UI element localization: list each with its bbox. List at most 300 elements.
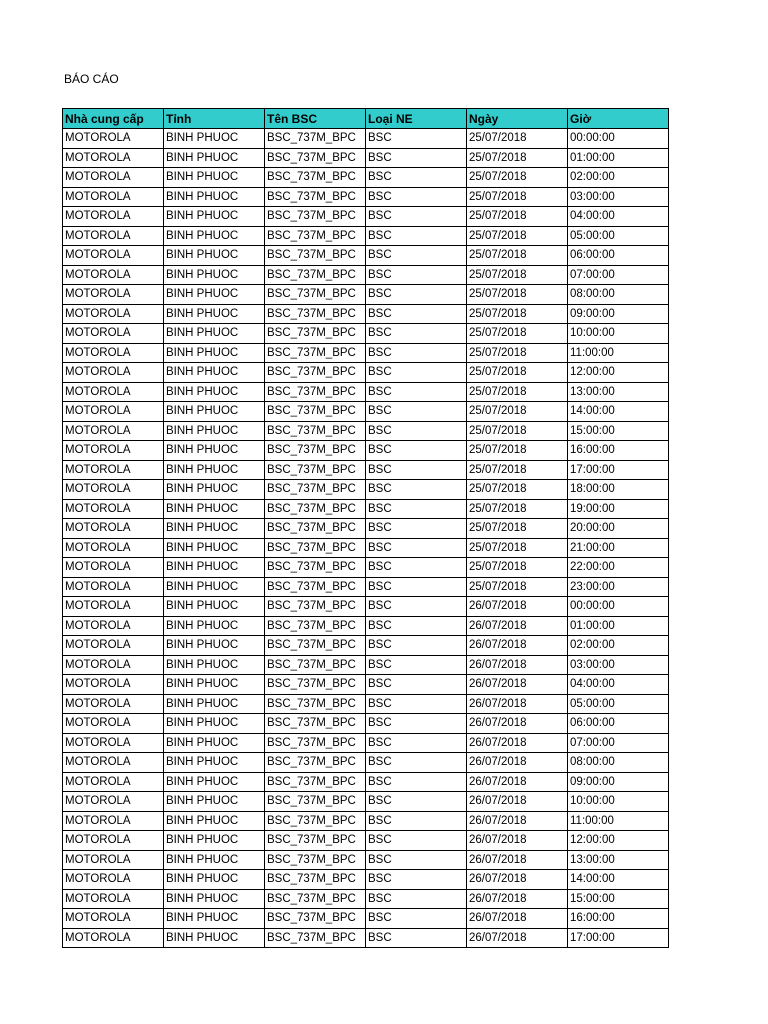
cell-bsc-name: BSC_737M_BPC [265,382,366,402]
cell-bsc-name: BSC_737M_BPC [265,558,366,578]
cell-time: 22:00:00 [568,558,669,578]
cell-date: 26/07/2018 [467,928,568,948]
cell-ne-type: BSC [366,402,467,422]
cell-date: 26/07/2018 [467,733,568,753]
cell-time: 11:00:00 [568,811,669,831]
cell-supplier: MOTOROLA [63,538,164,558]
cell-time: 12:00:00 [568,363,669,383]
cell-ne-type: BSC [366,441,467,461]
cell-ne-type: BSC [366,850,467,870]
cell-bsc-name: BSC_737M_BPC [265,265,366,285]
cell-supplier: MOTOROLA [63,811,164,831]
cell-time: 16:00:00 [568,909,669,929]
cell-bsc-name: BSC_737M_BPC [265,831,366,851]
cell-province: BINH PHUOC [164,480,265,500]
cell-time: 13:00:00 [568,382,669,402]
cell-time: 02:00:00 [568,636,669,656]
cell-ne-type: BSC [366,363,467,383]
cell-supplier: MOTOROLA [63,714,164,734]
cell-date: 26/07/2018 [467,636,568,656]
cell-bsc-name: BSC_737M_BPC [265,636,366,656]
cell-time: 16:00:00 [568,441,669,461]
cell-supplier: MOTOROLA [63,246,164,266]
table-row [63,304,669,324]
cell-ne-type: BSC [366,772,467,792]
cell-date: 25/07/2018 [467,226,568,246]
cell-ne-type: BSC [366,889,467,909]
cell-bsc-name: BSC_737M_BPC [265,441,366,461]
cell-ne-type: BSC [366,519,467,539]
cell-date: 25/07/2018 [467,343,568,363]
cell-ne-type: BSC [366,733,467,753]
cell-bsc-name: BSC_737M_BPC [265,304,366,324]
cell-date: 25/07/2018 [467,168,568,188]
cell-province: BINH PHUOC [164,304,265,324]
cell-time: 15:00:00 [568,421,669,441]
cell-bsc-name: BSC_737M_BPC [265,363,366,383]
cell-time: 11:00:00 [568,343,669,363]
cell-bsc-name: BSC_737M_BPC [265,850,366,870]
cell-date: 26/07/2018 [467,675,568,695]
cell-supplier: MOTOROLA [63,733,164,753]
cell-supplier: MOTOROLA [63,694,164,714]
table-row [63,421,669,441]
cell-province: BINH PHUOC [164,870,265,890]
cell-ne-type: BSC [366,382,467,402]
cell-ne-type: BSC [366,129,467,149]
column-header-province: Tỉnh [164,109,265,129]
cell-province: BINH PHUOC [164,324,265,344]
table-row [63,577,669,597]
cell-bsc-name: BSC_737M_BPC [265,324,366,344]
cell-province: BINH PHUOC [164,577,265,597]
cell-time: 00:00:00 [568,129,669,149]
cell-time: 08:00:00 [568,285,669,305]
cell-time: 21:00:00 [568,538,669,558]
cell-province: BINH PHUOC [164,168,265,188]
table-row [63,753,669,773]
cell-province: BINH PHUOC [164,460,265,480]
cell-province: BINH PHUOC [164,246,265,266]
cell-supplier: MOTOROLA [63,207,164,227]
cell-ne-type: BSC [366,168,467,188]
cell-ne-type: BSC [366,324,467,344]
cell-date: 25/07/2018 [467,324,568,344]
cell-time: 01:00:00 [568,616,669,636]
cell-time: 15:00:00 [568,889,669,909]
cell-supplier: MOTOROLA [63,304,164,324]
cell-supplier: MOTOROLA [63,421,164,441]
cell-bsc-name: BSC_737M_BPC [265,226,366,246]
cell-supplier: MOTOROLA [63,675,164,695]
cell-province: BINH PHUOC [164,850,265,870]
cell-bsc-name: BSC_737M_BPC [265,675,366,695]
table-row [63,226,669,246]
cell-bsc-name: BSC_737M_BPC [265,655,366,675]
cell-date: 26/07/2018 [467,811,568,831]
cell-supplier: MOTOROLA [63,460,164,480]
cell-bsc-name: BSC_737M_BPC [265,187,366,207]
table-row [63,675,669,695]
cell-province: BINH PHUOC [164,285,265,305]
cell-ne-type: BSC [366,285,467,305]
cell-ne-type: BSC [366,499,467,519]
table-row [63,148,669,168]
cell-province: BINH PHUOC [164,753,265,773]
cell-province: BINH PHUOC [164,519,265,539]
cell-province: BINH PHUOC [164,129,265,149]
cell-ne-type: BSC [366,265,467,285]
cell-time: 13:00:00 [568,850,669,870]
table-row [63,382,669,402]
table-row [63,265,669,285]
cell-date: 25/07/2018 [467,480,568,500]
cell-supplier: MOTOROLA [63,655,164,675]
cell-date: 26/07/2018 [467,714,568,734]
cell-ne-type: BSC [366,187,467,207]
column-header-ne-type: Loại NE [366,109,467,129]
cell-time: 12:00:00 [568,831,669,851]
cell-ne-type: BSC [366,558,467,578]
cell-time: 05:00:00 [568,226,669,246]
table-row [63,889,669,909]
cell-date: 25/07/2018 [467,558,568,578]
cell-ne-type: BSC [366,304,467,324]
cell-bsc-name: BSC_737M_BPC [265,577,366,597]
cell-province: BINH PHUOC [164,421,265,441]
cell-supplier: MOTOROLA [63,148,164,168]
cell-supplier: MOTOROLA [63,616,164,636]
cell-province: BINH PHUOC [164,148,265,168]
cell-time: 06:00:00 [568,246,669,266]
cell-ne-type: BSC [366,675,467,695]
table-row [63,129,669,149]
cell-bsc-name: BSC_737M_BPC [265,597,366,617]
cell-time: 17:00:00 [568,460,669,480]
cell-supplier: MOTOROLA [63,187,164,207]
cell-bsc-name: BSC_737M_BPC [265,928,366,948]
column-header-bsc-name: Tên BSC [265,109,366,129]
table-row [63,343,669,363]
cell-bsc-name: BSC_737M_BPC [265,792,366,812]
table-row [63,480,669,500]
cell-time: 01:00:00 [568,148,669,168]
cell-supplier: MOTOROLA [63,129,164,149]
cell-ne-type: BSC [366,753,467,773]
cell-province: BINH PHUOC [164,772,265,792]
table-body [63,129,669,948]
cell-province: BINH PHUOC [164,382,265,402]
cell-supplier: MOTOROLA [63,441,164,461]
column-header-time: Giờ [568,109,669,129]
cell-date: 25/07/2018 [467,148,568,168]
cell-ne-type: BSC [366,577,467,597]
cell-time: 05:00:00 [568,694,669,714]
cell-date: 25/07/2018 [467,265,568,285]
table-row [63,616,669,636]
cell-bsc-name: BSC_737M_BPC [265,285,366,305]
cell-date: 25/07/2018 [467,363,568,383]
cell-date: 25/07/2018 [467,519,568,539]
cell-supplier: MOTOROLA [63,499,164,519]
cell-bsc-name: BSC_737M_BPC [265,811,366,831]
table-row [63,694,669,714]
table-row [63,909,669,929]
cell-date: 26/07/2018 [467,870,568,890]
cell-time: 09:00:00 [568,772,669,792]
cell-date: 26/07/2018 [467,909,568,929]
cell-supplier: MOTOROLA [63,753,164,773]
cell-bsc-name: BSC_737M_BPC [265,714,366,734]
cell-time: 03:00:00 [568,655,669,675]
cell-time: 20:00:00 [568,519,669,539]
cell-time: 18:00:00 [568,480,669,500]
cell-date: 25/07/2018 [467,421,568,441]
cell-supplier: MOTOROLA [63,636,164,656]
cell-time: 07:00:00 [568,733,669,753]
cell-ne-type: BSC [366,246,467,266]
table-row [63,246,669,266]
cell-ne-type: BSC [366,148,467,168]
table-row [63,850,669,870]
cell-time: 03:00:00 [568,187,669,207]
cell-supplier: MOTOROLA [63,850,164,870]
cell-supplier: MOTOROLA [63,577,164,597]
cell-time: 17:00:00 [568,928,669,948]
cell-bsc-name: BSC_737M_BPC [265,343,366,363]
cell-bsc-name: BSC_737M_BPC [265,460,366,480]
cell-date: 25/07/2018 [467,402,568,422]
report-title: BÁO CÁO [64,72,119,86]
cell-date: 25/07/2018 [467,187,568,207]
cell-time: 06:00:00 [568,714,669,734]
cell-ne-type: BSC [366,421,467,441]
cell-bsc-name: BSC_737M_BPC [265,129,366,149]
cell-date: 26/07/2018 [467,655,568,675]
cell-date: 26/07/2018 [467,772,568,792]
cell-ne-type: BSC [366,909,467,929]
cell-bsc-name: BSC_737M_BPC [265,694,366,714]
cell-supplier: MOTOROLA [63,285,164,305]
cell-supplier: MOTOROLA [63,831,164,851]
cell-province: BINH PHUOC [164,655,265,675]
cell-bsc-name: BSC_737M_BPC [265,772,366,792]
cell-ne-type: BSC [366,792,467,812]
cell-province: BINH PHUOC [164,889,265,909]
cell-time: 02:00:00 [568,168,669,188]
cell-bsc-name: BSC_737M_BPC [265,148,366,168]
cell-date: 25/07/2018 [467,577,568,597]
table-row [63,402,669,422]
column-header-supplier: Nhà cung cấp [63,109,164,129]
cell-province: BINH PHUOC [164,343,265,363]
cell-supplier: MOTOROLA [63,265,164,285]
cell-ne-type: BSC [366,616,467,636]
table-row [63,792,669,812]
cell-date: 25/07/2018 [467,538,568,558]
cell-bsc-name: BSC_737M_BPC [265,889,366,909]
cell-ne-type: BSC [366,870,467,890]
table-row [63,285,669,305]
cell-ne-type: BSC [366,714,467,734]
cell-time: 10:00:00 [568,324,669,344]
cell-supplier: MOTOROLA [63,324,164,344]
table-row [63,558,669,578]
cell-ne-type: BSC [366,226,467,246]
cell-province: BINH PHUOC [164,187,265,207]
cell-supplier: MOTOROLA [63,889,164,909]
cell-bsc-name: BSC_737M_BPC [265,538,366,558]
report-table [62,108,669,948]
cell-time: 04:00:00 [568,207,669,227]
cell-date: 25/07/2018 [467,129,568,149]
table-row [63,499,669,519]
cell-bsc-name: BSC_737M_BPC [265,870,366,890]
table-row [63,811,669,831]
cell-supplier: MOTOROLA [63,480,164,500]
cell-time: 14:00:00 [568,870,669,890]
cell-date: 26/07/2018 [467,694,568,714]
cell-time: 00:00:00 [568,597,669,617]
cell-bsc-name: BSC_737M_BPC [265,480,366,500]
cell-date: 26/07/2018 [467,597,568,617]
cell-ne-type: BSC [366,694,467,714]
cell-bsc-name: BSC_737M_BPC [265,519,366,539]
cell-province: BINH PHUOC [164,226,265,246]
cell-province: BINH PHUOC [164,402,265,422]
cell-province: BINH PHUOC [164,928,265,948]
cell-time: 04:00:00 [568,675,669,695]
cell-ne-type: BSC [366,538,467,558]
cell-time: 14:00:00 [568,402,669,422]
cell-time: 19:00:00 [568,499,669,519]
table-row [63,597,669,617]
table-row [63,733,669,753]
cell-province: BINH PHUOC [164,694,265,714]
cell-date: 26/07/2018 [467,792,568,812]
table-row [63,168,669,188]
table-row [63,928,669,948]
cell-date: 25/07/2018 [467,207,568,227]
cell-supplier: MOTOROLA [63,402,164,422]
cell-province: BINH PHUOC [164,714,265,734]
cell-supplier: MOTOROLA [63,226,164,246]
cell-ne-type: BSC [366,811,467,831]
header-row [63,109,669,129]
table-row [63,441,669,461]
cell-date: 26/07/2018 [467,831,568,851]
cell-time: 23:00:00 [568,577,669,597]
cell-bsc-name: BSC_737M_BPC [265,753,366,773]
cell-time: 09:00:00 [568,304,669,324]
cell-province: BINH PHUOC [164,597,265,617]
cell-bsc-name: BSC_737M_BPC [265,909,366,929]
cell-province: BINH PHUOC [164,538,265,558]
cell-province: BINH PHUOC [164,558,265,578]
cell-bsc-name: BSC_737M_BPC [265,246,366,266]
table-row [63,655,669,675]
cell-province: BINH PHUOC [164,636,265,656]
cell-province: BINH PHUOC [164,207,265,227]
cell-date: 25/07/2018 [467,246,568,266]
cell-supplier: MOTOROLA [63,909,164,929]
cell-bsc-name: BSC_737M_BPC [265,421,366,441]
cell-ne-type: BSC [366,480,467,500]
cell-ne-type: BSC [366,655,467,675]
cell-supplier: MOTOROLA [63,870,164,890]
table-row [63,714,669,734]
cell-date: 25/07/2018 [467,285,568,305]
cell-time: 07:00:00 [568,265,669,285]
table-row [63,363,669,383]
cell-supplier: MOTOROLA [63,792,164,812]
cell-bsc-name: BSC_737M_BPC [265,733,366,753]
cell-province: BINH PHUOC [164,811,265,831]
cell-ne-type: BSC [366,207,467,227]
cell-supplier: MOTOROLA [63,519,164,539]
cell-time: 10:00:00 [568,792,669,812]
cell-supplier: MOTOROLA [63,928,164,948]
cell-ne-type: BSC [366,460,467,480]
cell-province: BINH PHUOC [164,616,265,636]
cell-supplier: MOTOROLA [63,558,164,578]
cell-province: BINH PHUOC [164,499,265,519]
cell-date: 25/07/2018 [467,304,568,324]
cell-ne-type: BSC [366,343,467,363]
cell-province: BINH PHUOC [164,831,265,851]
cell-bsc-name: BSC_737M_BPC [265,402,366,422]
table-row [63,538,669,558]
cell-date: 26/07/2018 [467,850,568,870]
cell-bsc-name: BSC_737M_BPC [265,616,366,636]
cell-supplier: MOTOROLA [63,382,164,402]
cell-province: BINH PHUOC [164,265,265,285]
table-header [63,109,669,129]
table-row [63,831,669,851]
table-row [63,636,669,656]
cell-supplier: MOTOROLA [63,363,164,383]
table-row [63,460,669,480]
table-row [63,870,669,890]
cell-province: BINH PHUOC [164,675,265,695]
cell-ne-type: BSC [366,636,467,656]
cell-province: BINH PHUOC [164,441,265,461]
cell-date: 25/07/2018 [467,499,568,519]
table-row [63,207,669,227]
cell-province: BINH PHUOC [164,363,265,383]
table-row [63,519,669,539]
cell-supplier: MOTOROLA [63,772,164,792]
column-header-date: Ngày [467,109,568,129]
cell-province: BINH PHUOC [164,733,265,753]
cell-date: 25/07/2018 [467,460,568,480]
cell-date: 26/07/2018 [467,889,568,909]
cell-supplier: MOTOROLA [63,597,164,617]
table-row [63,772,669,792]
cell-bsc-name: BSC_737M_BPC [265,207,366,227]
cell-date: 26/07/2018 [467,753,568,773]
cell-ne-type: BSC [366,597,467,617]
cell-ne-type: BSC [366,831,467,851]
cell-date: 25/07/2018 [467,441,568,461]
cell-ne-type: BSC [366,928,467,948]
cell-province: BINH PHUOC [164,909,265,929]
cell-bsc-name: BSC_737M_BPC [265,499,366,519]
cell-date: 26/07/2018 [467,616,568,636]
cell-supplier: MOTOROLA [63,168,164,188]
cell-supplier: MOTOROLA [63,343,164,363]
cell-province: BINH PHUOC [164,792,265,812]
